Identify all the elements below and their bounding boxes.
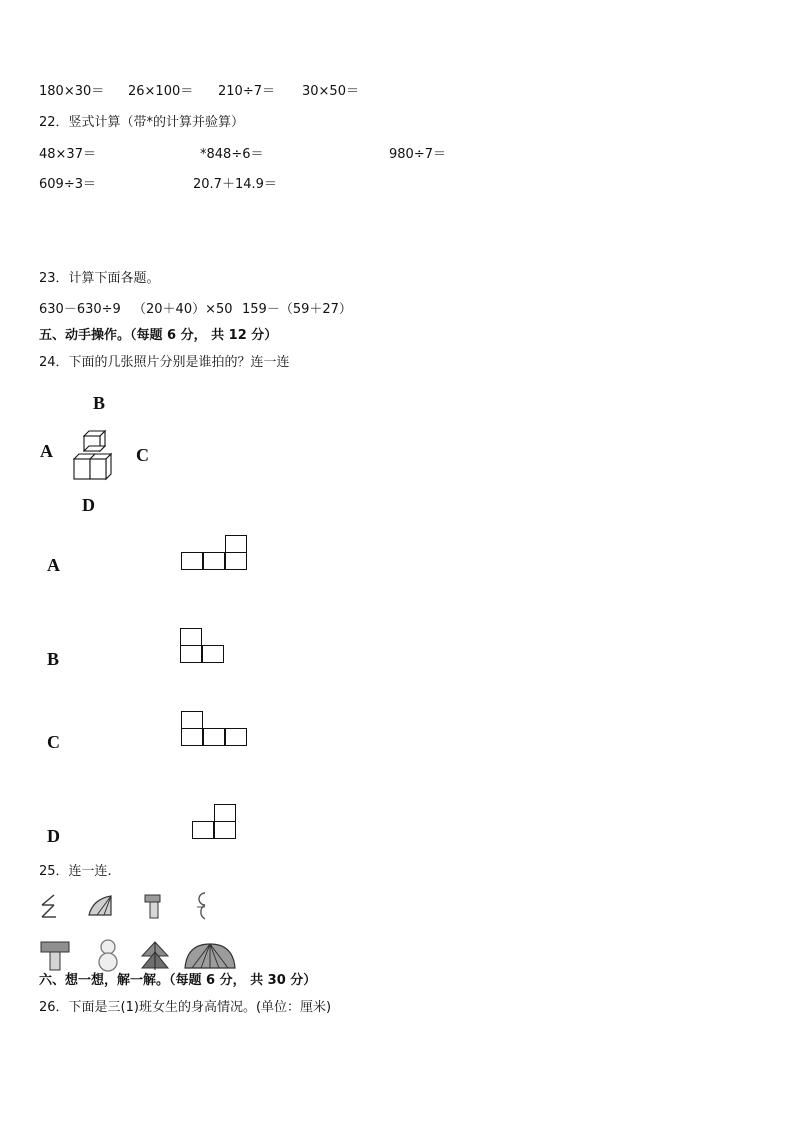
position-label-a: A xyxy=(40,441,53,461)
q22-expr-1: 48×37＝ xyxy=(39,147,96,162)
half-snowman-icon xyxy=(194,891,208,921)
half-mushroom-icon xyxy=(144,893,162,921)
position-label-c: C xyxy=(136,445,149,465)
q26-title: 26．下面是三(1)班女生的身高情况。(单位：厘米) xyxy=(39,1000,332,1015)
half-arrow-icon xyxy=(40,893,60,921)
position-label-b: B xyxy=(93,393,106,413)
q23-title: 23．计算下面各题。 xyxy=(39,271,160,286)
view-label-a: A xyxy=(47,555,60,575)
section5-title: 五、动手操作。（每题 6 分， 共 12 分） xyxy=(39,328,278,343)
half-umbrella-icon xyxy=(87,893,113,919)
section6-title: 六、想一想，解一解。（每题 6 分， 共 30 分） xyxy=(39,973,317,988)
view-c-figure xyxy=(181,711,251,749)
view-label-b: B xyxy=(47,649,60,669)
q22-expr-3: 980÷7＝ xyxy=(389,147,446,162)
mushroom-icon xyxy=(40,940,70,972)
q22-expr-4: 609÷3＝ xyxy=(39,177,96,192)
view-d-figure xyxy=(192,804,240,842)
stacked-cubes-icon xyxy=(70,428,120,484)
snowman-icon xyxy=(97,938,119,972)
q22-expr-2: *848÷6＝ xyxy=(200,147,264,162)
arrow-tree-icon xyxy=(140,940,170,972)
q21-expr-3: 210÷7＝ xyxy=(218,84,275,99)
q22-title: 22．竖式计算（带*的计算并验算） xyxy=(39,115,245,130)
view-a-figure xyxy=(181,535,251,573)
view-b-figure xyxy=(180,628,228,666)
q23-expr-1: 630－630÷9 xyxy=(39,302,121,317)
umbrella-icon xyxy=(183,942,237,970)
q23-expr-2: （20＋40）×50 xyxy=(133,302,233,317)
q21-expr-1: 180×30＝ xyxy=(39,84,105,99)
view-label-d: D xyxy=(47,826,60,846)
q22-expr-5: 20.7＋14.9＝ xyxy=(193,177,277,192)
position-label-d: D xyxy=(82,495,95,515)
q21-expr-4: 30×50＝ xyxy=(302,84,359,99)
q23-expr-3: 159－（59＋27） xyxy=(242,302,352,317)
q24-title: 24．下面的几张照片分别是谁拍的？连一连 xyxy=(39,355,290,370)
q25-title: 25．连一连. xyxy=(39,864,112,879)
view-label-c: C xyxy=(47,732,60,752)
q21-expr-2: 26×100＝ xyxy=(128,84,194,99)
